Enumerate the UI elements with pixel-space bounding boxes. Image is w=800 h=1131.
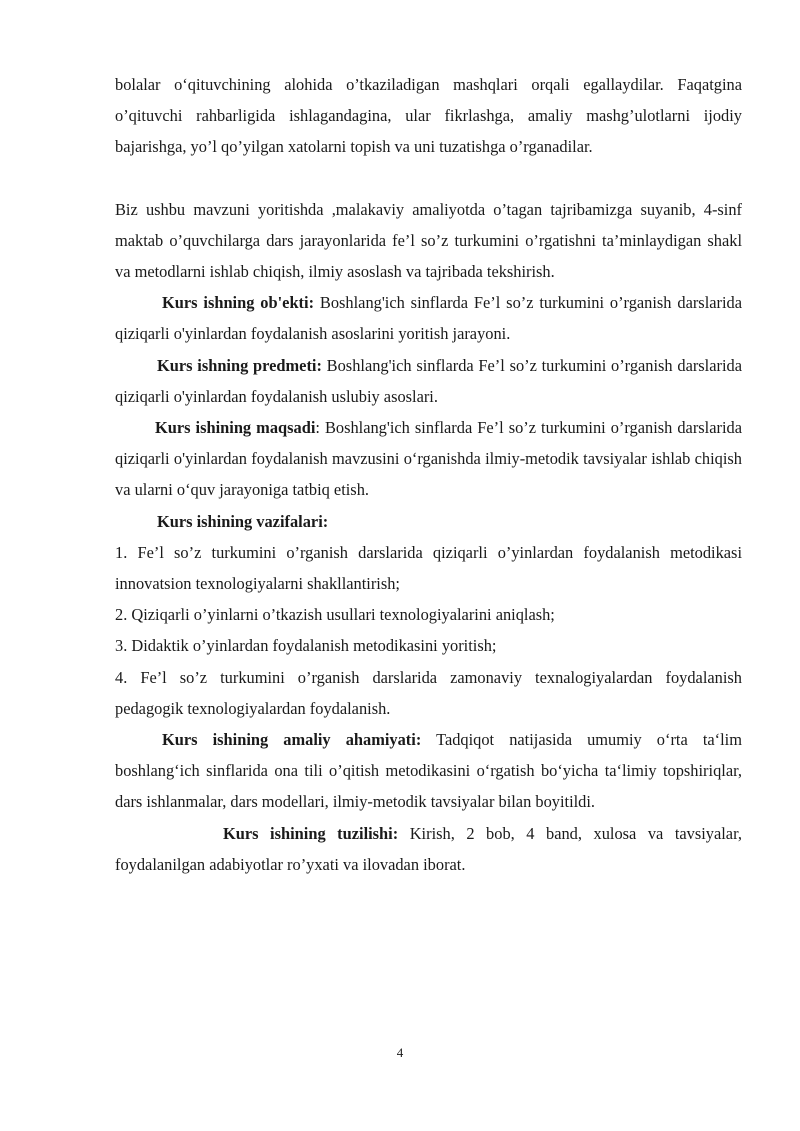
task-item-3: 3. Didaktik o’yinlardan foydalanish metodikasini yoritish; <box>115 636 497 656</box>
practical-value-text: Tadqiqot natijasida umumiy o‘rta ta‘lim boshlang‘ich sinflarida ona tili o’qitish metodikasini o‘rgatish bo‘yicha ta‘limiy topshiriqlar, dars ishlanmalar, dars modellari, ilmiy-metodik tavsiyalar bilan boyitildi. <box>115 730 742 812</box>
paragraph-goal <box>115 412 742 506</box>
subject-text: Boshlang'ich sinflarda Fe’l so’z turkumini o’rganish darslarida qiziqarli o'yinlardan foydalanish uslubiy asoslari. <box>115 355 742 406</box>
object-text: Boshlang'ich sinflarda Fe’l so’z turkumini o’rganish darslarida qiziqarli o'yinlardan foydalanish asoslarini yoritish jarayoni. <box>115 293 742 344</box>
paragraph-topic-approach: Biz ushbu mavzuni yoritishda ,malakaviy amaliyotda o’tagan tajribamizga suyanib, 4-sinf maktab o’quvchilarga dars jarayonlarida fe’l so’z turkumini o’rgatishni ta’minlaydigan shakl va metodlarni ishlab chiqish, ilmiy asoslash va tajribada tekshirish. <box>115 199 742 282</box>
paragraph-tasks-heading <box>115 506 742 537</box>
practical-value-label: Kurs ishining amaliy ahamiyati: <box>162 730 422 750</box>
subject-label: Kurs ishning predmeti: <box>157 355 322 375</box>
goal-label: Kurs ishining maqsadi <box>155 418 316 438</box>
paragraph-intro-continuation: bolalar o‘qituvchining alohida o’tkaziladigan mashqlari orqali egallaydilar. Faqatgina o’qituvchi rahbarligida ishlagandagina, ular fikrlashga, amaliy mashg’ulotlarni ijodiy bajarishga, yo’l qo’yilgan xatolarni topish va uni tuzatishga o’rganadilar. <box>115 75 742 157</box>
task-item-1: 1. Fe’l so’z turkumini o’rganish darslarida qiziqarli o’yinlardan foydalanish metodikasi innovatsion texnologiyalarni shakllantirish; <box>115 542 742 594</box>
task-item-4: 4. Fe’l so’z turkumini o’rganish darslarida zamonaviy texnalogiyalardan foydalanish pedagogik texnologiyalardan foydalanish. <box>115 667 742 718</box>
object-label: Kurs ishning ob'ekti: <box>162 293 315 313</box>
paragraph-subject <box>115 350 742 412</box>
task-item-2: 2. Qiziqarli o’yinlarni o’tkazish usullari texnologiyalarini aniqlash; <box>115 605 555 625</box>
paragraph-structure <box>115 818 742 880</box>
structure-text: Kirish, 2 bob, 4 band, xulosa va tavsiyalar, foydalanilgan adabiyotlar ro’yxati va ilovadan iborat. <box>115 823 742 874</box>
paragraph-object <box>115 287 742 349</box>
structure-label: Kurs ishining tuzilishi: <box>223 823 399 843</box>
page-number: 4 <box>396 1045 404 1060</box>
document-page <box>115 0 742 880</box>
tasks-label: Kurs ishining vazifalari: <box>157 511 329 531</box>
goal-text: : Boshlang'ich sinflarda Fe’l so’z turkumini o’rganish darslarida qiziqarli o'yinlardan foydalanish mavzusini o‘rganishda ilmiy-metodik tavsiyalar ishlab chiqish va ularni o‘quv jarayoniga tatbiq etish. <box>115 418 742 500</box>
paragraph-practical-value <box>115 724 742 818</box>
